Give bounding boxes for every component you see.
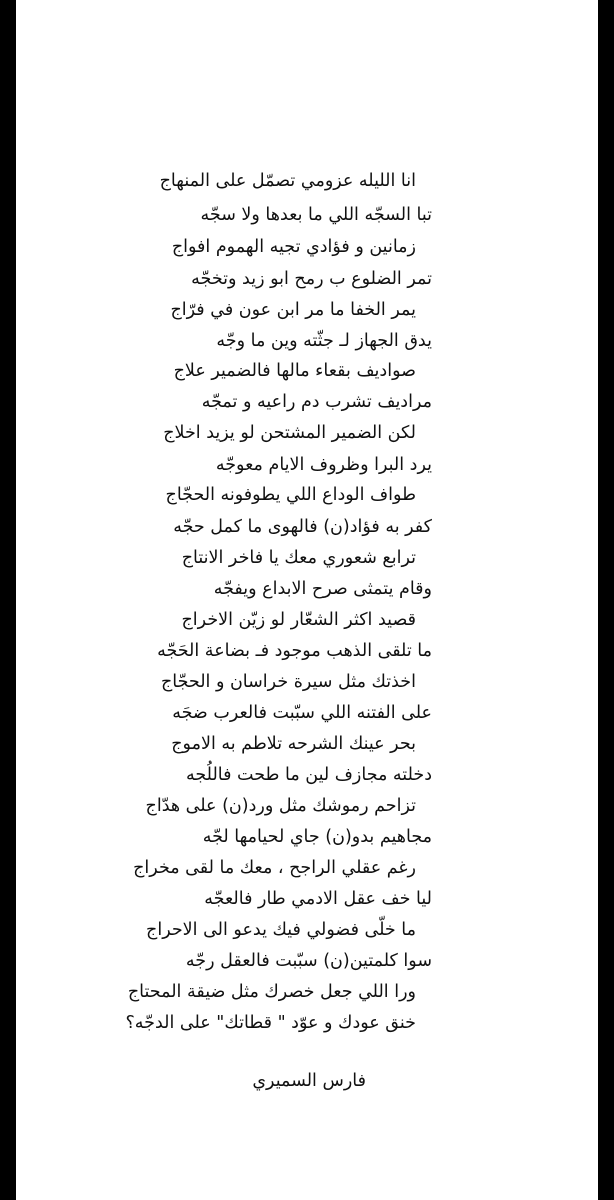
poem-line: دخلته مجازف لين ما طحت فاللُجه xyxy=(185,765,432,785)
poem-line: يدق الجهاز لـ جثّته وين ما وجّه xyxy=(216,331,432,351)
document-page xyxy=(16,0,598,1200)
poem-line: وقام يتمثى صرح الابداع ويفجّه xyxy=(213,579,432,599)
poem xyxy=(16,0,598,1200)
poem-line: انا الليله عزومي تصمّل على المنهاج xyxy=(159,171,416,191)
poem-line: سوا كلمتين(ن) سبّبت فالعقل رجّه xyxy=(185,951,432,971)
poet-signature: فارس السميري xyxy=(252,1071,366,1091)
poem-line: صواديف بقعاء مالها فالضمير علاج xyxy=(173,361,416,381)
poem-line: كفر به فؤاد(ن) فالهوى ما كمل حجّه xyxy=(173,517,432,537)
poem-line: بحر عينك الشرحه تلاطم به الاموج xyxy=(171,734,416,754)
poem-line: يمر الخفا ما مر ابن عون في فرّاج xyxy=(170,300,416,320)
poem-line: ورا اللي جعل خصرك مثل ضيقة المحتاج xyxy=(127,982,416,1002)
poem-line: لكن الضمير المشتحن لو يزيد اخلاج xyxy=(163,423,416,443)
poem-line: مجاهيم بدو(ن) جاي لحيامها لجّه xyxy=(202,827,432,847)
poem-line: قصيد اكثر الشعّار لو زيّن الاخراج xyxy=(181,610,416,630)
poem-line: مراديف تشرب دم راعيه و تمجّه xyxy=(201,392,432,412)
poem-line: تزاحم رموشك مثل ورد(ن) على هدّاج xyxy=(145,796,416,816)
poem-line: ليا خف عقل الادمي طار فالعجّه xyxy=(204,889,432,909)
poem-line: طواف الوداع اللي يطوفونه الحجّاج xyxy=(165,485,416,505)
poem-line: تبا السجّه اللي ما بعدها ولا سجّه xyxy=(200,205,432,225)
poem-line: ما خلّى فضولي فيك يدعو الى الاحراج xyxy=(146,920,416,940)
poem-line: زمانين و فؤادي تجيه الهموم افواج xyxy=(171,237,416,257)
poem-line: يرد البرا وظروف الايام معوجّه xyxy=(215,455,432,475)
poem-line: ما تلقى الذهب موجود فـ بضاعة الحَجّه xyxy=(157,641,432,661)
poem-line: خنق عودك و عوّد " قطاتك" على الدجّه؟ xyxy=(125,1013,416,1033)
poem-line: تمر الضلوع ب رمح ابو زيد وتخجّه xyxy=(191,269,432,289)
poem-line: رغم عقلي الراجح ، معك ما لقى مخراج xyxy=(133,858,416,878)
poem-line: ترابع شعوري معك يا فاخر الانتاج xyxy=(181,548,416,568)
poem-line: على الفتنه اللي سبّبت فالعرب ضجَه xyxy=(172,703,432,723)
poem-line: اخذتك مثل سيرة خراسان و الحجّاج xyxy=(160,672,416,692)
